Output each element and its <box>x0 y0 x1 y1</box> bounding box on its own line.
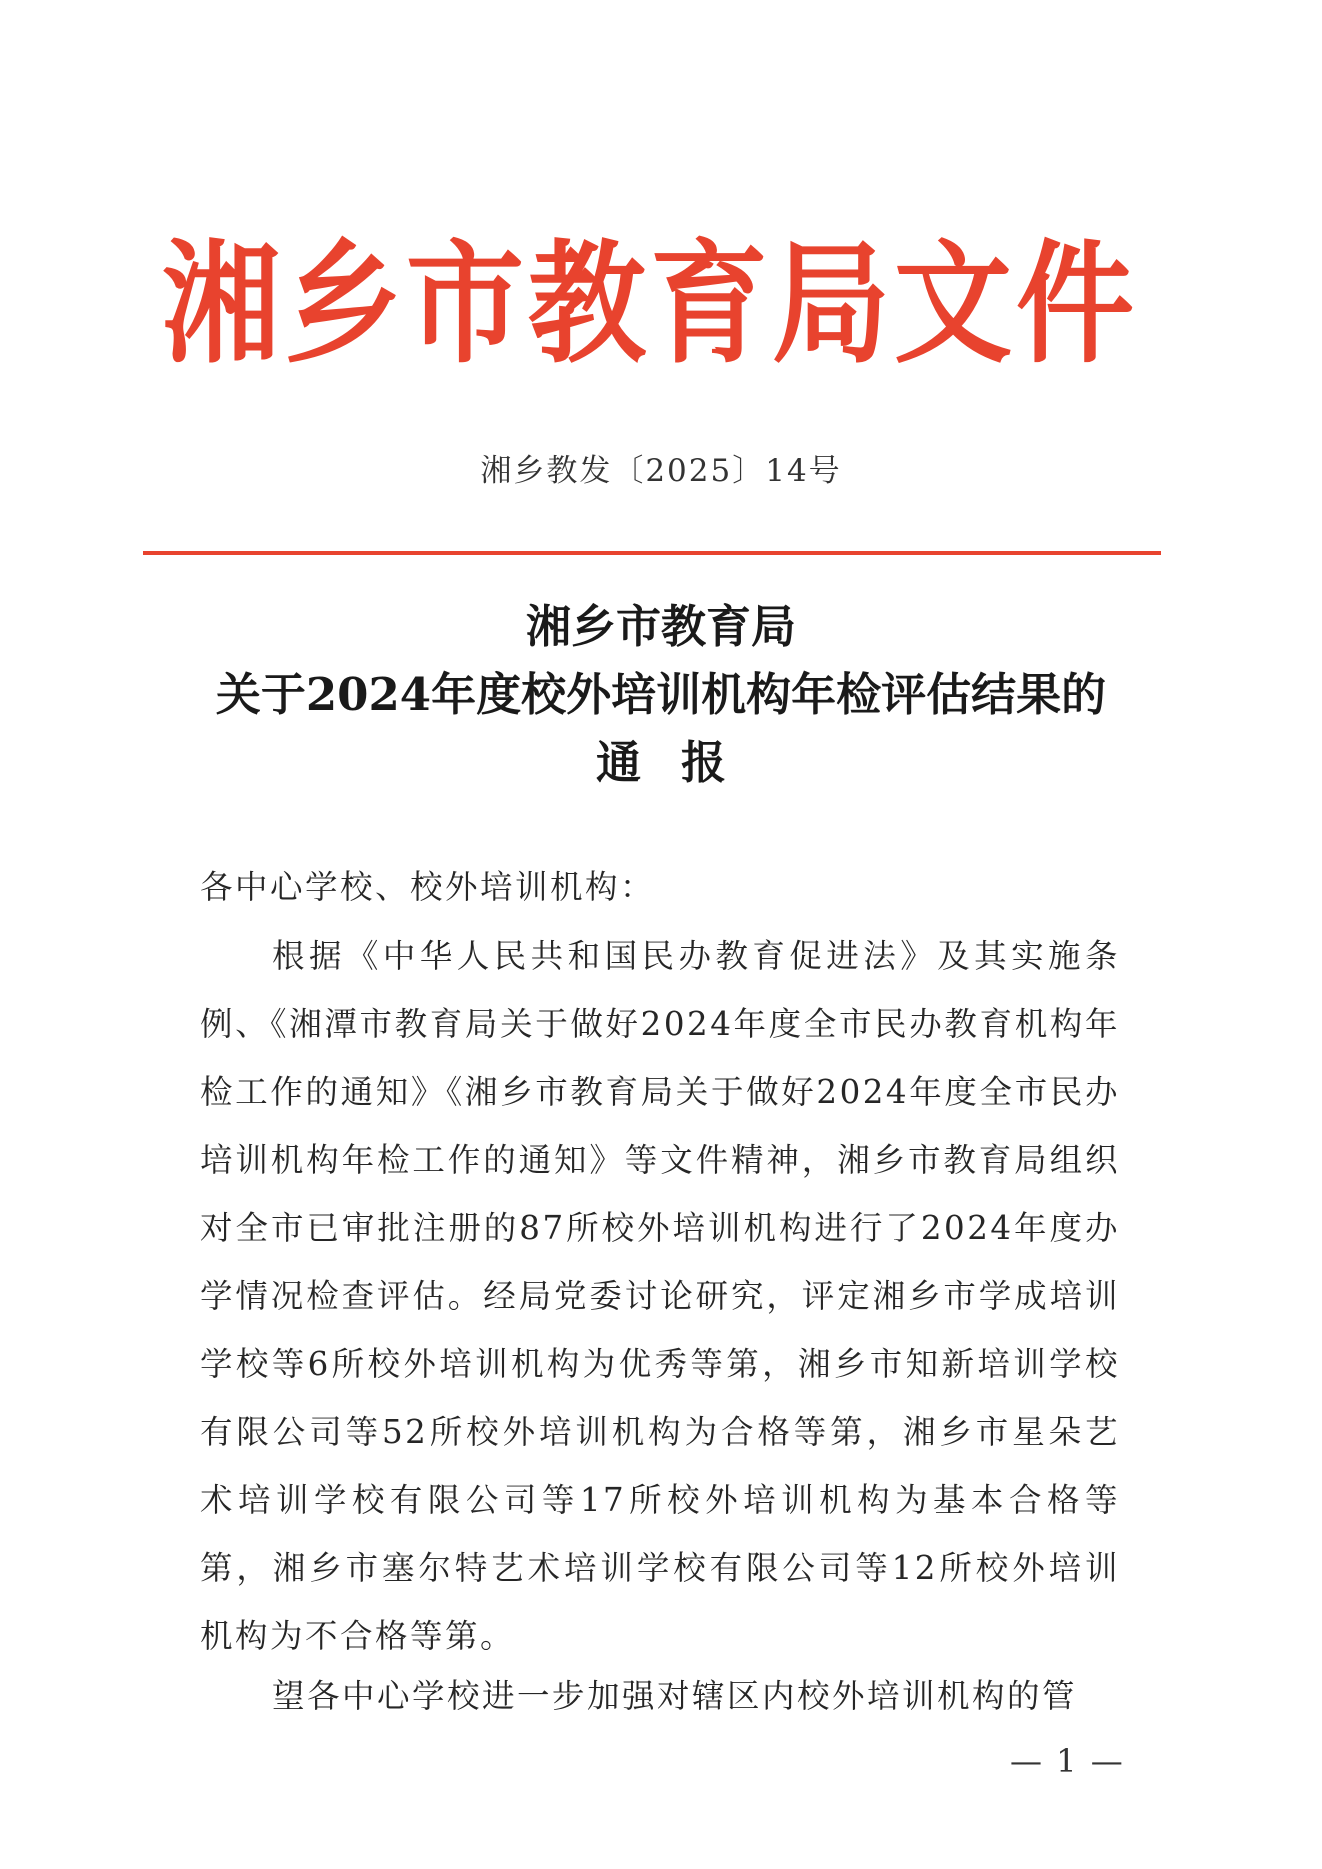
notice-title-line-3: 通报 <box>595 736 766 789</box>
document-number: 湘乡教发〔2025〕14号 <box>480 453 842 489</box>
page-number: — 1 — <box>1010 1742 1125 1780</box>
body-paragraph-1: 根据《中华人民共和国民办教育促进法》及其实施条例、《湘潭市教育局关于做好2024年度全市民办教育机构年检工作的通知》《湘乡市教育局关于做好2024年度全市民办培训机构年检工作的通知》等文件精神，湘乡市教育局组织对全市已审批注册的87所校外培训机构进行了2024年度办学情况检查评估。经局党委讨论研究，评定湘乡市学成培训学校等6所校外培训机构为优秀等第，湘乡市知新培训学校有限公司等52所校外培训机构为合格等第，湘乡市星朵艺术培训学校有限公司等17所校外培训机构为基本合格等第，湘乡市塞尔特艺术培训学校有限公司等12所校外培训机构为不合格等第。 <box>200 937 1120 1655</box>
red-divider-rule <box>143 551 1161 555</box>
masthead-title: 湘乡市教育局文件 <box>161 226 1138 382</box>
notice-title-line-1: 湘乡市教育局 <box>525 600 796 653</box>
notice-title-line-2: 关于2024年度校外培训机构年检评估结果的 <box>215 668 1107 721</box>
salutation: 各中心学校、校外培训机构： <box>200 868 656 906</box>
body-paragraph-2: 望各中心学校进一步加强对辖区内校外培训机构的管 <box>272 1677 1078 1715</box>
